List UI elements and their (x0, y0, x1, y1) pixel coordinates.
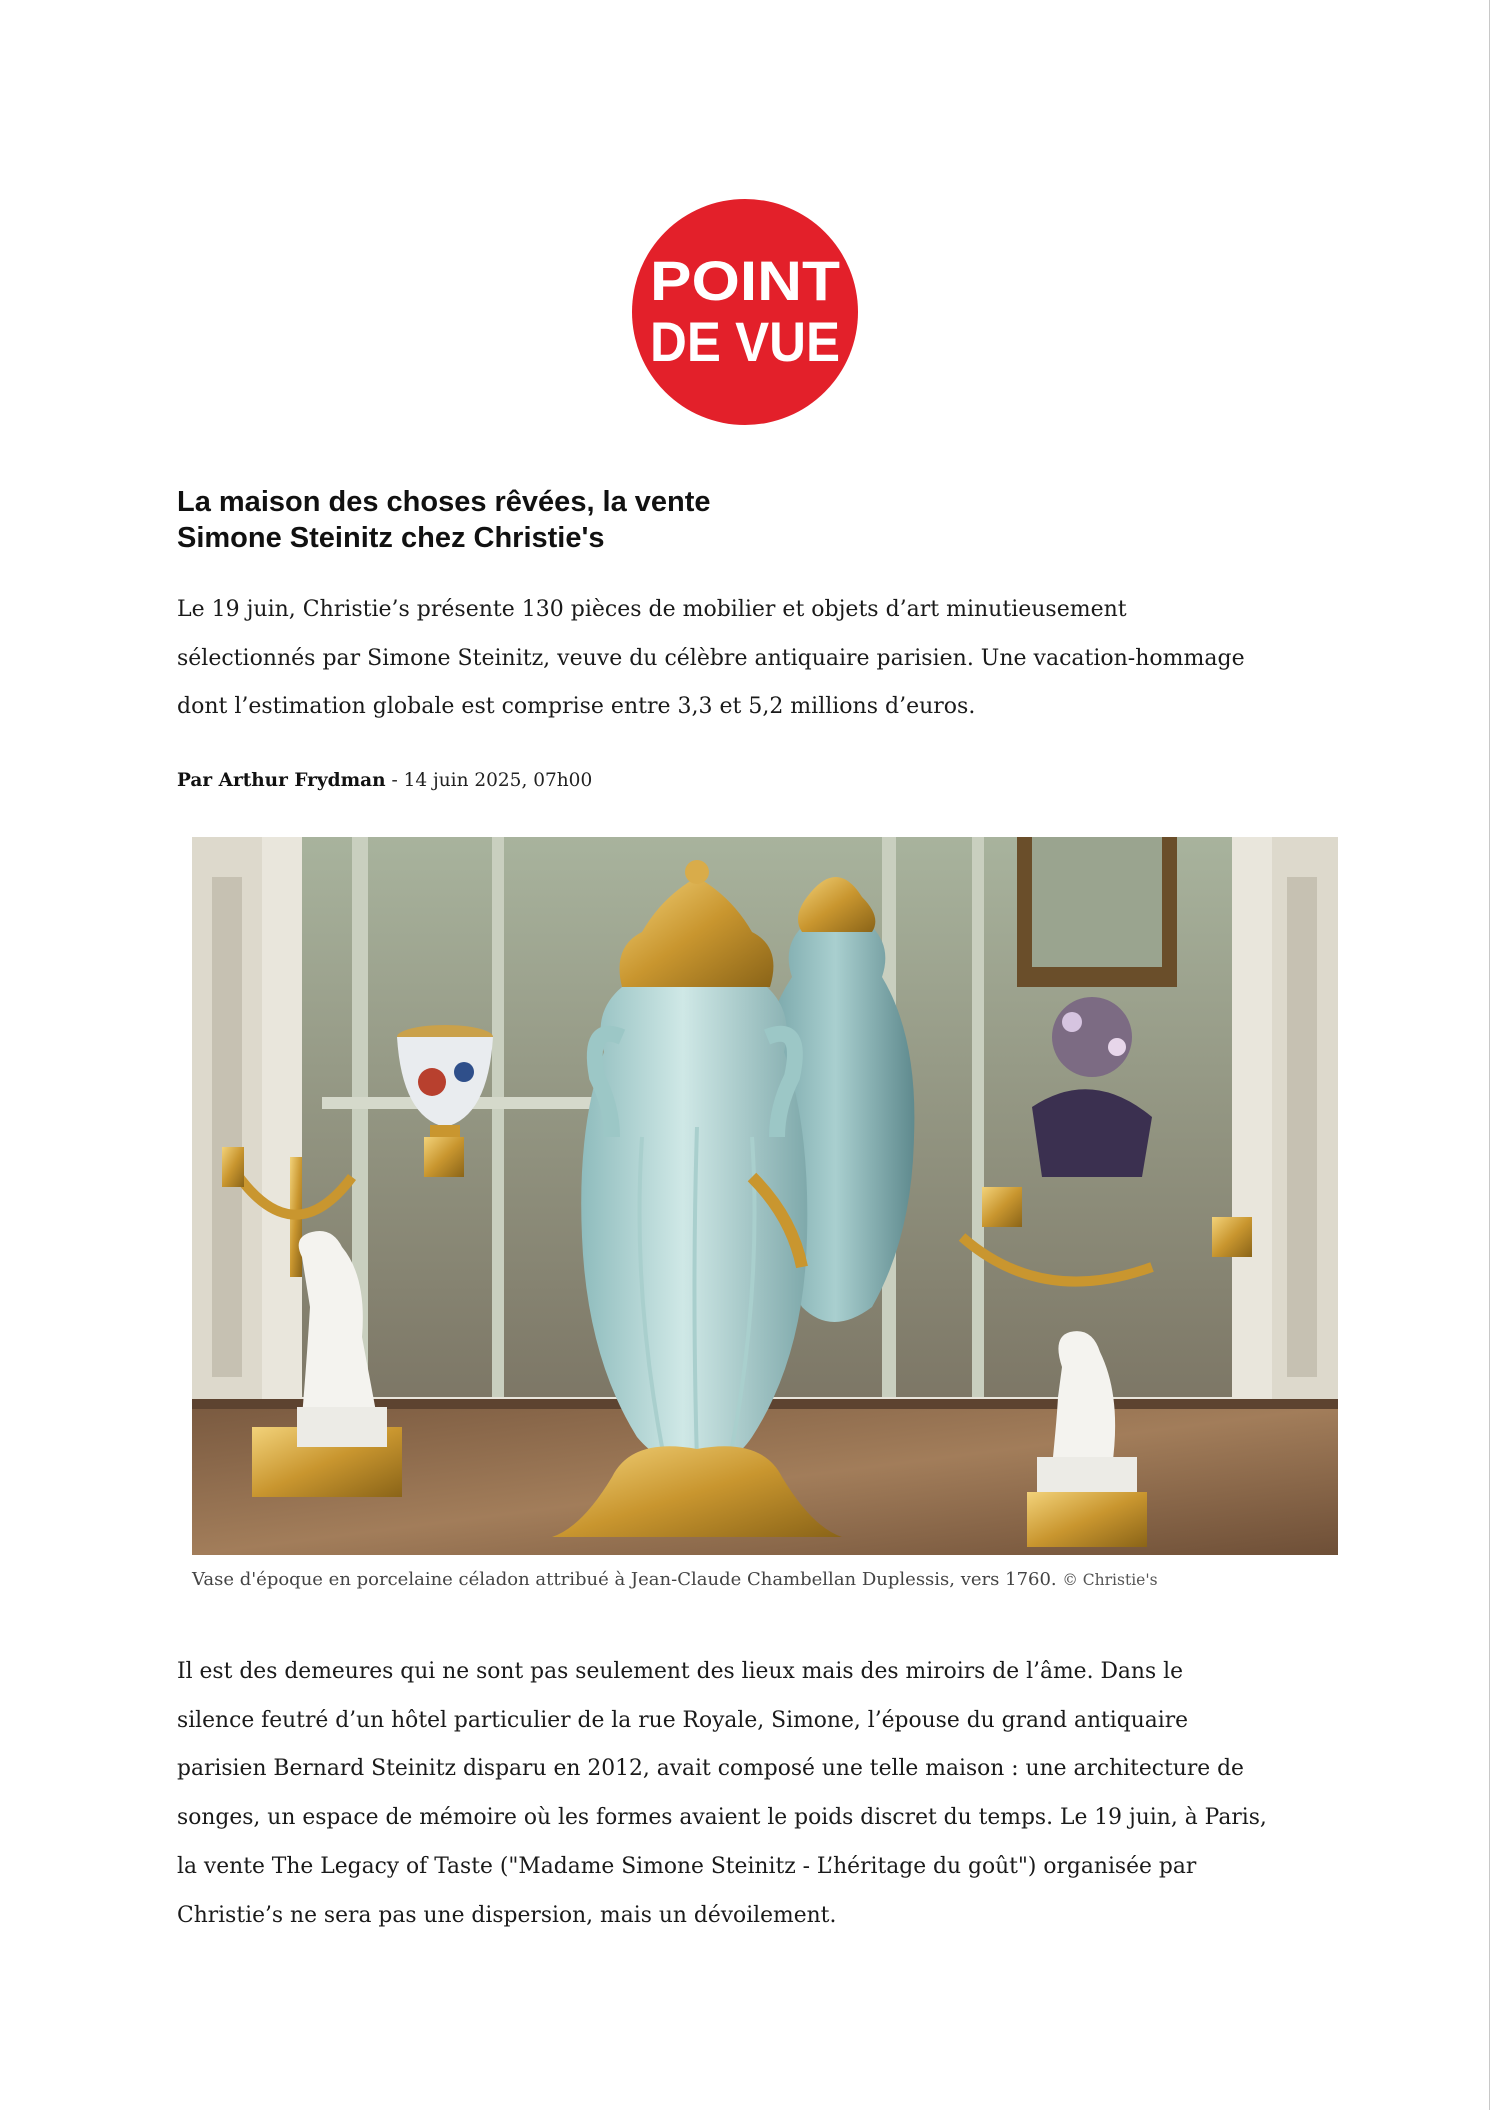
standfirst-line: dont l’estimation globale est comprise entre 3,3 et 5,2 millions d’euros. (177, 694, 976, 719)
body-line: la vente The Legacy of Taste ("Madame Simone Steinitz - L’héritage du goût") organisée par (177, 1853, 1197, 1879)
article-standfirst (177, 586, 1327, 732)
body-line: songes, un espace de mémoire où les formes avaient le poids discret du temps. Le 19 juin, à Paris, (177, 1805, 1267, 1831)
photo-credit: © Christie's (1062, 1571, 1158, 1589)
article-body (177, 1648, 1337, 1940)
logo-line2: DE VUE (650, 310, 840, 373)
article-title-line: La maison des choses rêvées, la vente (177, 486, 711, 518)
body-line: parisien Bernard Steinitz disparu en 2012, avait composé une telle maison : une architecture de (177, 1756, 1244, 1782)
point-de-vue-logo (631, 198, 859, 426)
body-line: Christie’s ne sera pas une dispersion, mais un dévoilement. (177, 1902, 837, 1928)
standfirst-line: Le 19 juin, Christie’s présente 130 pièces de mobilier et objets d’art minutieusement (177, 597, 1127, 622)
article-title-line: Simone Steinitz chez Christie's (177, 522, 605, 554)
photo-caption-text: Vase d'époque en porcelaine céladon attribué à Jean-Claude Chambellan Duplessis, vers 1760. (192, 1569, 1063, 1590)
body-line: Il est des demeures qui ne sont pas seulement des lieux mais des miroirs de l’âme. Dans le (177, 1659, 1183, 1684)
page-edge (1489, 0, 1490, 2110)
byline-author: Par Arthur Frydman (177, 770, 386, 791)
photo-caption (192, 1565, 1158, 1595)
standfirst-line: sélectionnés par Simone Steinitz, veuve du célèbre antiquaire parisien. Une vacation-hommage (177, 645, 1245, 671)
article-photo (192, 837, 1338, 1555)
article-title (177, 484, 937, 556)
body-line: silence feutré d’un hôtel particulier de la rue Royale, Simone, l’épouse du grand antiquaire (177, 1707, 1189, 1733)
logo-line1: POINT (650, 249, 840, 312)
byline-date: - 14 juin 2025, 07h00 (385, 770, 593, 791)
byline (177, 766, 592, 796)
